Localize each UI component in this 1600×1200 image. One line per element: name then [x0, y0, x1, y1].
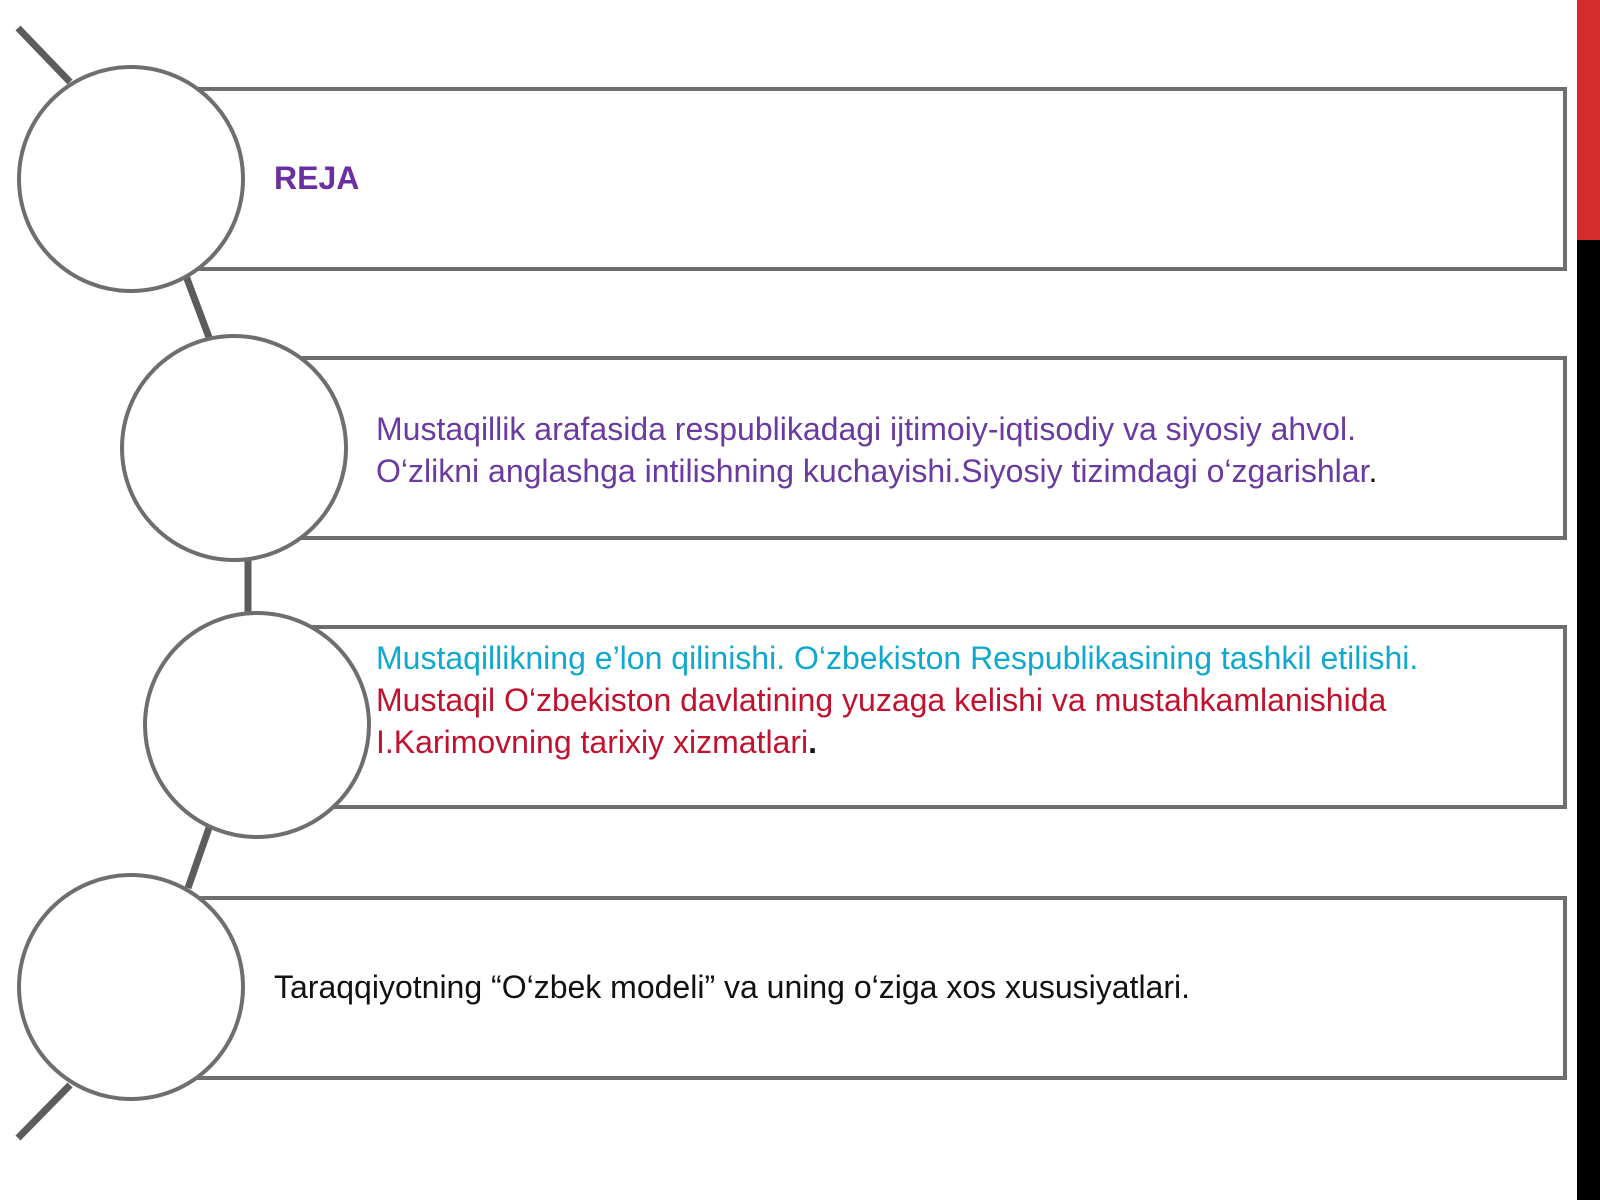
circle-marker-icon — [19, 875, 243, 1099]
plan-item-3 — [376, 637, 1566, 763]
plan-item-2 — [376, 408, 1566, 492]
plan-item-3-line2: Mustaqil O‘zbekiston davlatining yuzaga kelishi va mustahkamlanishida — [376, 682, 1387, 718]
circle-marker-icon — [19, 67, 243, 291]
plan-item-4: Taraqqiyotning “O‘zbek modeli” va uning o‘ziga xos xususiyatlari. — [274, 969, 1190, 1005]
plan-item-3-line3-row — [376, 721, 1566, 763]
timeline-connector-1 — [186, 276, 210, 340]
circle-marker-icon — [122, 336, 346, 560]
plan-item-2-line1: Mustaqillik arafasida respublikadagi ijtimoiy-iqtisodiy va siyosiy ahvol. — [376, 411, 1356, 447]
timeline-connector-3 — [188, 825, 210, 888]
circle-marker-icon — [145, 613, 369, 837]
timeline-connector-bottom — [18, 1085, 70, 1138]
plan-item-3-line3: I.Karimovning tarixiy xizmatlari — [376, 724, 809, 760]
plan-item-2-line2 — [376, 450, 1566, 492]
plan-title: REJA — [274, 160, 360, 196]
plan-item-2-period: . — [1368, 453, 1378, 489]
plan-item-2-line2-text: O‘zlikni anglashga intilishning kuchayishi.Siyosiy tizimdagi o‘zgarishlar — [376, 453, 1369, 489]
plan-item-3-period: . — [808, 724, 817, 760]
timeline-connector-top — [18, 28, 70, 82]
plan-item-3-line1: Mustaqillikning e’lon qilinishi. O‘zbekiston Respublikasining tashkil etilishi. — [376, 640, 1419, 676]
